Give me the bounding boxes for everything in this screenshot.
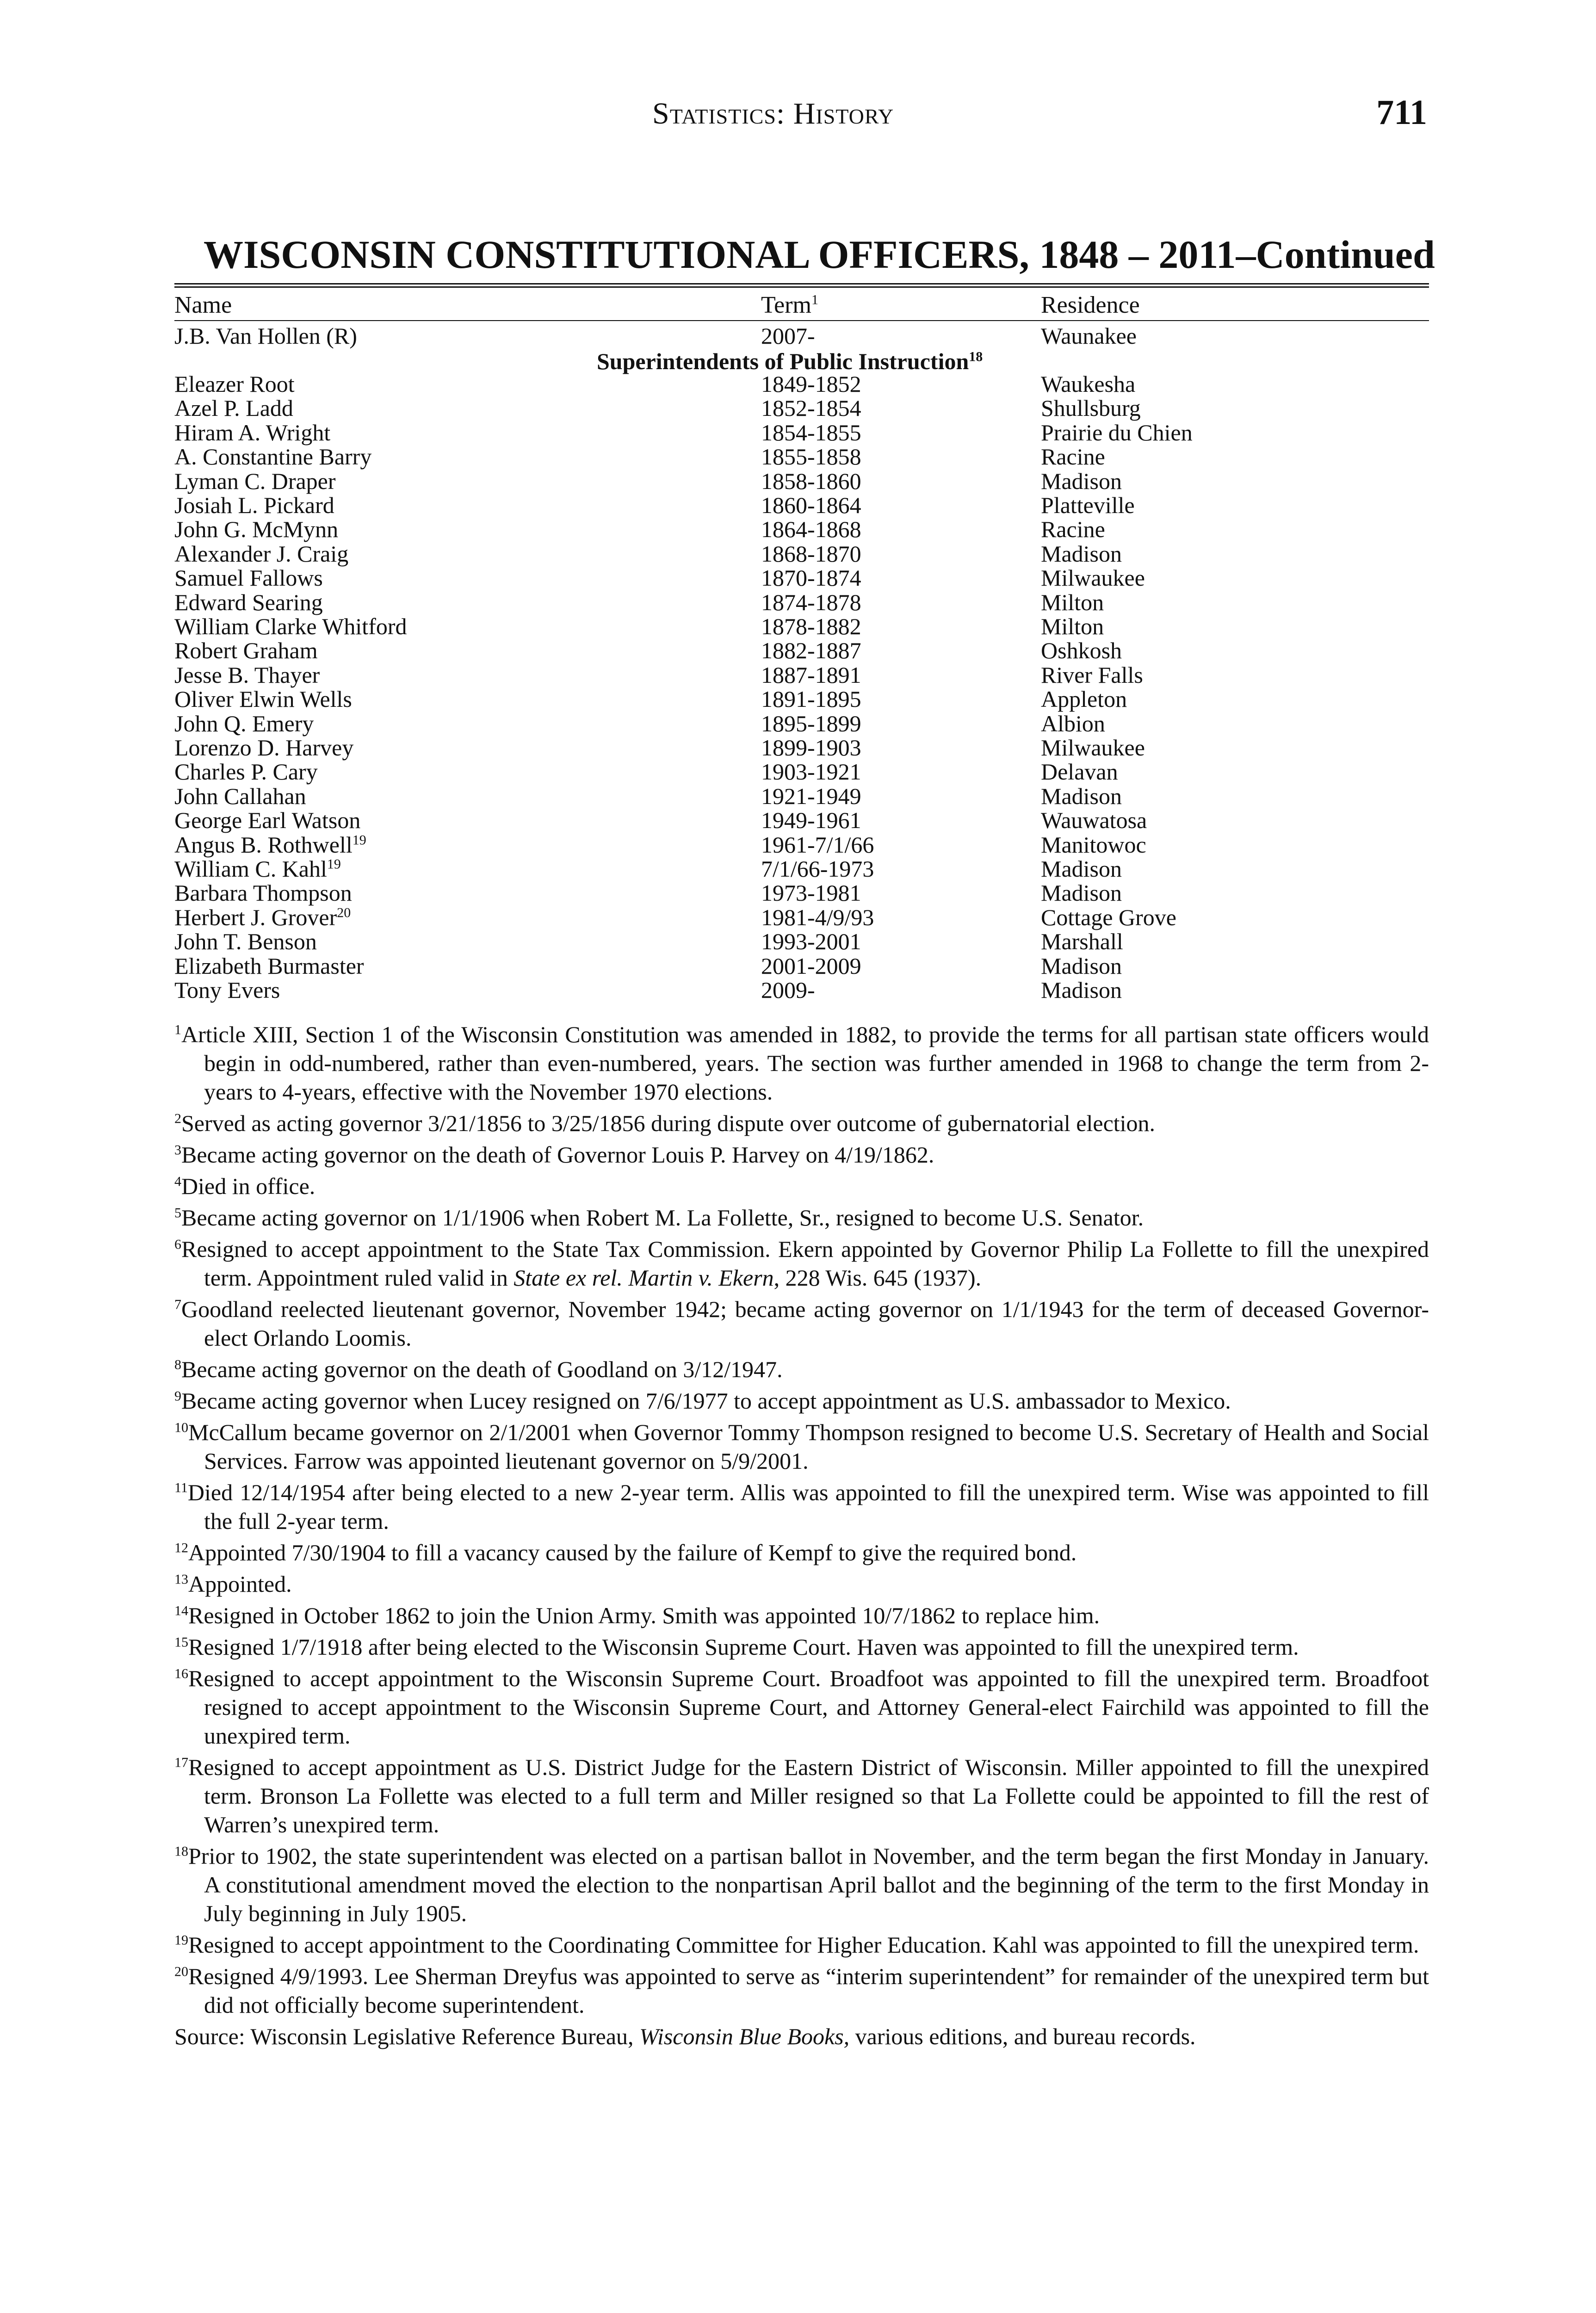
superintendent-residence: Wauwatosa [1041,807,1147,833]
superintendent-residence: Manitowoc [1041,832,1146,858]
superintendent-term: 1973-1981 [761,880,861,906]
superintendent-name: A. Constantine Barry [174,444,372,470]
footnote-17: $^{17}$Resigned to accept appointment as U.S. District Judge for the Eastern District of Wisconsin. Miller appointed to fill the unexpired term. Bronson La Follette was elected to a full term and Miller resigned so that La Follette could be appointed to fill the rest of Warren’s unexpired term. [174,1754,1429,1837]
footnote-9: $^9$Became acting governor when Lucey resigned on 7/6/1977 to accept appointment as U.S. ambassador to Mexico. [174,1388,1231,1414]
superintendent-term: 1895-1899 [761,711,861,736]
footnote-19: $^{19}$Resigned to accept appointment to the Coordinating Committee for Higher Education. Kahl was appointed to fill the unexpired term. [174,1932,1419,1958]
superintendent-term: 1887-1891 [761,662,861,688]
source-title: Wisconsin Blue Books, [639,2023,850,2049]
name-footnote-ref: 20 [337,905,351,921]
top-rule [174,283,1429,284]
superintendent-term: 1870-1874 [761,565,861,591]
superintendent-name: Josiah L. Pickard [174,492,334,518]
footnote-13: $^{13}$Appointed. [174,1571,292,1597]
superintendent-name: Samuel Fallows [174,565,323,591]
superintendent-term: 7/1/66-1973 [761,856,874,882]
superintendent-term: 1899-1903 [761,735,861,761]
superintendent-name: John T. Benson [174,928,317,954]
superintendent-name: Hiram A. Wright [174,420,331,445]
superintendent-name: Tony Evers [174,977,280,1003]
first-row-term: 2007- [761,323,815,349]
superintendent-name: Jesse B. Thayer [174,662,320,688]
first-row-name: J.B. Van Hollen (R) [174,323,357,349]
section-footnote-ref: 18 [969,349,983,365]
case-citation: State ex rel. Martin v. Ekern [513,1265,774,1291]
footnote-20: $^{20}$Resigned 4/9/1993. Lee Sherman Dreyfus was appointed to serve as “interim superintendent” for remainder of the unexpired term but did not officially become superintendent. [174,1963,1429,2018]
superintendent-residence: Madison [1041,856,1122,882]
column-header-name: Name [174,292,232,318]
superintendent-name: Azel P. Ladd [174,395,293,421]
superintendent-term: 1981-4/9/93 [761,904,874,930]
footnote-14: $^{14}$Resigned in October 1862 to join the Union Army. Smith was appointed 10/7/1862 to replace him. [174,1602,1100,1628]
superintendent-term: 1993-2001 [761,928,861,954]
superintendent-term: 1921-1949 [761,783,861,809]
superintendent-term: 1864-1868 [761,516,861,542]
superintendent-residence: Platteville [1041,492,1135,518]
superintendent-residence: Milwaukee [1041,735,1145,761]
name-footnote-ref: 19 [352,832,366,848]
section-heading: Superintendents of Public Instruction$^{18}$ [597,348,983,374]
superintendent-residence: Oshkosh [1041,637,1122,663]
superintendent-term: 1855-1858 [761,444,861,470]
term-footnote-ref: 1 [811,292,818,308]
superintendent-name: William Clarke Whitford [174,613,407,639]
superintendent-term: 2009- [761,977,815,1003]
superintendent-name: Robert Graham [174,637,318,663]
footnote-16: $^{16}$Resigned to accept appointment to the Wisconsin Supreme Court. Broadfoot was appointed to fill the unexpired term. Broadfoot resigned to accept appointment to the Wisconsin Supreme Court, and Attorney General-elect Fairchild was appointed to fill the unexpired term. [174,1665,1429,1749]
superintendent-term: 1852-1854 [761,395,861,421]
superintendent-name: Herbert J. Grover$^{20}$ [174,904,351,930]
first-row-residence: Waunakee [1041,323,1137,349]
running-head: Statistics: History [652,97,894,130]
superintendent-name: John G. McMynn [174,516,339,542]
superintendent-residence: Delavan [1041,759,1118,785]
table-title: WISCONSIN CONSTITUTIONAL OFFICERS, 1848 – 2011–Continued [204,232,1435,277]
superintendent-residence: Racine [1041,444,1105,470]
superintendent-residence: Madison [1041,541,1122,567]
superintendent-name: Edward Searing [174,589,323,615]
footnote-2: $^2$Served as acting governor 3/21/1856 to 3/25/1856 during dispute over outcome of gubernatorial election. [174,1110,1156,1136]
superintendent-residence: Madison [1041,783,1122,809]
footnote-3: $^3$Became acting governor on the death of Governor Louis P. Harvey on 4/19/1862. [174,1142,934,1168]
superintendent-term: 1878-1882 [761,613,861,639]
superintendent-residence: Milwaukee [1041,565,1145,591]
superintendent-residence: River Falls [1041,662,1143,688]
superintendent-term: 1874-1878 [761,589,861,615]
footnote-10: $^{10}$McCallum became governor on 2/1/2001 when Governor Tommy Thompson resigned to become U.S. Secretary of Health and Social Services. Farrow was appointed lieutenant governor on 5/9/2001. [174,1419,1429,1474]
top-rule-double [174,286,1429,288]
superintendent-name: Angus B. Rothwell$^{19}$ [174,832,366,858]
superintendent-name: William C. Kahl$^{19}$ [174,856,341,882]
footnote-4: $^4$Died in office. [174,1173,315,1199]
superintendent-residence: Shullsburg [1041,395,1141,421]
superintendent-name: Elizabeth Burmaster [174,953,364,979]
name-footnote-ref: 19 [327,856,341,872]
superintendent-name: Lorenzo D. Harvey [174,735,354,761]
superintendent-term: 1882-1887 [761,637,861,663]
header-rule [174,320,1429,321]
superintendent-term: 1860-1864 [761,492,861,518]
superintendent-name: Charles P. Cary [174,759,318,785]
superintendent-name: Lyman C. Draper [174,468,336,494]
superintendent-term: 1891-1895 [761,686,861,712]
page-number: 711 [1376,93,1427,132]
superintendent-term: 1858-1860 [761,468,861,494]
superintendent-residence: Cottage Grove [1041,904,1176,930]
footnote-1: $^1$Article XIII, Section 1 of the Wisconsin Constitution was amended in 1882, to provide the terms for all partisan state officers would begin in odd-numbered, rather than even-numbered, years. The section was further amended in 1968 to change the term from 2-years to 4-years, effective with the November 1970 elections. [174,1021,1429,1105]
superintendent-residence: Racine [1041,516,1105,542]
superintendent-name: Oliver Elwin Wells [174,686,352,712]
superintendent-name: George Earl Watson [174,807,361,833]
footnote-12: $^{12}$Appointed 7/30/1904 to fill a vacancy caused by the failure of Kempf to give the required bond. [174,1540,1077,1565]
superintendent-term: 1903-1921 [761,759,861,785]
superintendent-residence: Madison [1041,953,1122,979]
superintendent-term: 1961-7/1/66 [761,832,874,858]
footnote-6: $^6$Resigned to accept appointment to the State Tax Commission. Ekern appointed by Governor Philip La Follette to fill the unexpired term. Appointment ruled valid in State ex rel. Martin v. Ekern, 228 Wis. 645 (1937). [174,1236,1429,1291]
superintendent-name: Eleazer Root [174,371,295,397]
footnote-5: $^5$Became acting governor on 1/1/1906 when Robert M. La Follette, Sr., resigned to become U.S. Senator. [174,1205,1144,1231]
superintendent-residence: Appleton [1041,686,1127,712]
source-line: Source: Wisconsin Legislative Reference Bureau, Wisconsin Blue Books, various editions, and bureau records. [174,2023,1196,2049]
column-header-term: Term$^1$ [761,292,818,318]
superintendent-name: John Callahan [174,783,306,809]
superintendent-residence: Milton [1041,589,1104,615]
superintendent-term: 1949-1961 [761,807,861,833]
footnote-18: $^{18}$Prior to 1902, the state superintendent was elected on a partisan ballot in November, and the term began the first Monday in January. A constitutional amendment moved the election to the nonpartisan April ballot and the beginning of the term to the first Monday in July beginning in July 1905. [174,1843,1429,1926]
footnote-15: $^{15}$Resigned 1/7/1918 after being elected to the Wisconsin Supreme Court. Haven was appointed to fill the unexpired term. [174,1634,1299,1660]
superintendent-residence: Marshall [1041,928,1123,954]
superintendent-name: Barbara Thompson [174,880,352,906]
superintendent-term: 1868-1870 [761,541,861,567]
superintendent-name: John Q. Emery [174,711,314,736]
superintendent-residence: Albion [1041,711,1105,736]
footnote-7: $^7$Goodland reelected lieutenant governor, November 1942; became acting governor on 1/1/1943 for the term of deceased Governor-elect Orlando Loomis. [174,1296,1429,1351]
footnote-8: $^8$Became acting governor on the death of Goodland on 3/12/1947. [174,1356,783,1382]
superintendent-residence: Prairie du Chien [1041,420,1193,445]
superintendent-residence: Milton [1041,613,1104,639]
superintendent-residence: Madison [1041,880,1122,906]
footnotes [174,1020,1429,2051]
footnote-11: $^{11}$Died 12/14/1954 after being elected to a new 2-year term. Allis was appointed to fill the unexpired term. Wise was appointed to fill the full 2-year term. [174,1479,1429,1534]
superintendent-term: 1849-1852 [761,371,861,397]
superintendent-name: Alexander J. Craig [174,541,349,567]
column-header-residence: Residence [1041,292,1140,318]
superintendent-term: 1854-1855 [761,420,861,445]
superintendent-term: 2001-2009 [761,953,861,979]
superintendent-residence: Madison [1041,977,1122,1003]
superintendent-residence: Waukesha [1041,371,1136,397]
superintendent-residence: Madison [1041,468,1122,494]
